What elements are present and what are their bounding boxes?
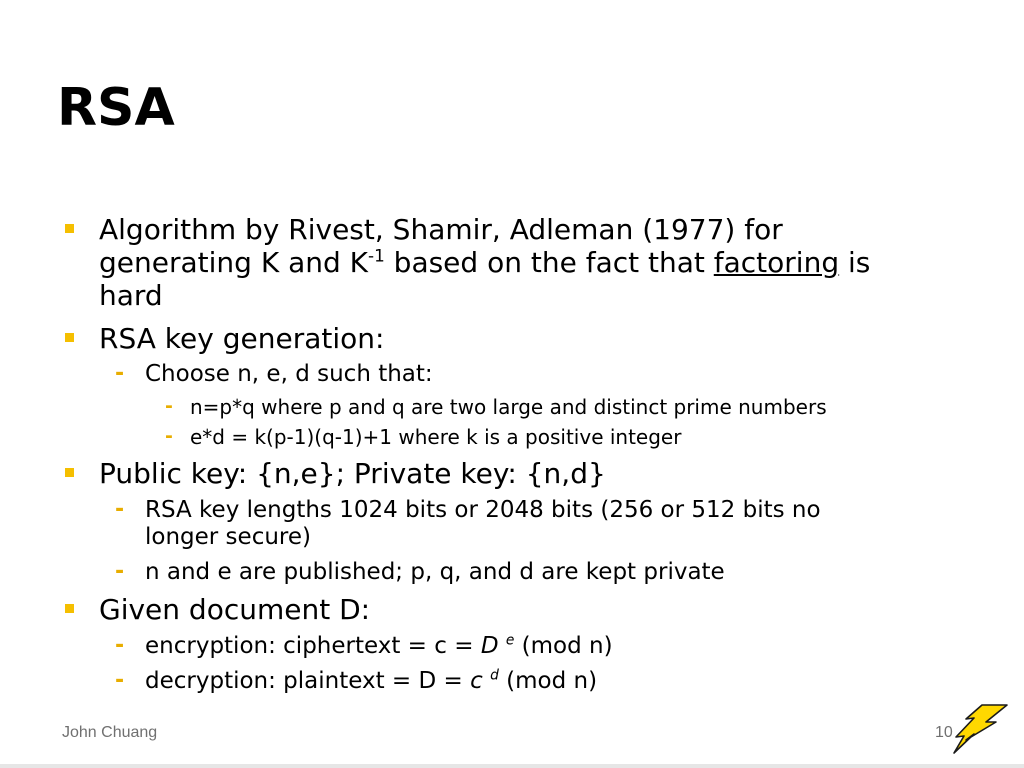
text-run: (mod n) xyxy=(514,633,613,659)
text-run: (mod n) xyxy=(498,668,598,694)
superscript: -1 xyxy=(368,245,385,266)
dash-marker: - xyxy=(115,633,125,658)
dash-marker: - xyxy=(115,497,125,522)
superscript: e xyxy=(505,632,515,649)
sub-sub-bullet-n: n=p*q where p and q are two large and distinct prime numbers xyxy=(190,395,827,419)
text-run: decryption: plaintext = D = xyxy=(145,668,471,694)
bullet-key-generation: RSA key generation: xyxy=(99,322,385,355)
superscript: d xyxy=(490,667,499,684)
text-run: based on the fact that xyxy=(384,246,714,279)
bullet-keys: Public key: {n,e}; Private key: {n,d} xyxy=(99,457,606,490)
bullet-line: longer secure) xyxy=(145,524,311,550)
bullet-square-icon xyxy=(65,333,74,342)
slide-title: RSA xyxy=(57,78,175,138)
sub-bullet-decryption xyxy=(145,668,925,695)
dash-marker: - xyxy=(115,559,125,584)
page-number: 10 xyxy=(935,724,953,741)
bullet-line: Algorithm by Rivest, Shamir, Adleman (1977) for xyxy=(99,213,783,246)
footer-author: John Chuang xyxy=(62,724,158,741)
bullet-given-document: Given document D: xyxy=(99,593,371,626)
text-run: encryption: ciphertext = c = xyxy=(145,633,481,659)
dash-marker: - xyxy=(165,395,173,417)
math-variable: c xyxy=(470,668,483,694)
text-run: is xyxy=(839,246,871,279)
sub-sub-bullet-ed: e*d = k(p-1)(q-1)+1 where k is a positive integer xyxy=(190,425,682,449)
footer-divider xyxy=(0,764,1024,768)
dash-marker: - xyxy=(165,425,173,447)
bullet-algorithm xyxy=(99,213,969,312)
lightning-bolt-icon xyxy=(952,704,1008,754)
bullet-line xyxy=(99,246,969,279)
bullet-square-icon xyxy=(65,224,74,233)
dash-marker: - xyxy=(115,668,125,693)
dash-marker: - xyxy=(115,361,125,386)
bullet-line: RSA key lengths 1024 bits or 2048 bits (256 or 512 bits no xyxy=(145,497,821,523)
text-run: generating K and K xyxy=(99,246,369,279)
sub-bullet-published: n and e are published; p, q, and d are kept private xyxy=(145,559,725,585)
sub-bullet-encryption xyxy=(145,633,925,660)
bullet-square-icon xyxy=(65,468,74,477)
sub-bullet-choose: Choose n, e, d such that: xyxy=(145,361,433,387)
bullet-square-icon xyxy=(65,604,74,613)
math-variable: D xyxy=(480,633,499,659)
bullet-line: hard xyxy=(99,279,163,312)
sub-bullet-key-lengths xyxy=(145,497,925,551)
factoring-link[interactable]: factoring xyxy=(713,246,840,279)
